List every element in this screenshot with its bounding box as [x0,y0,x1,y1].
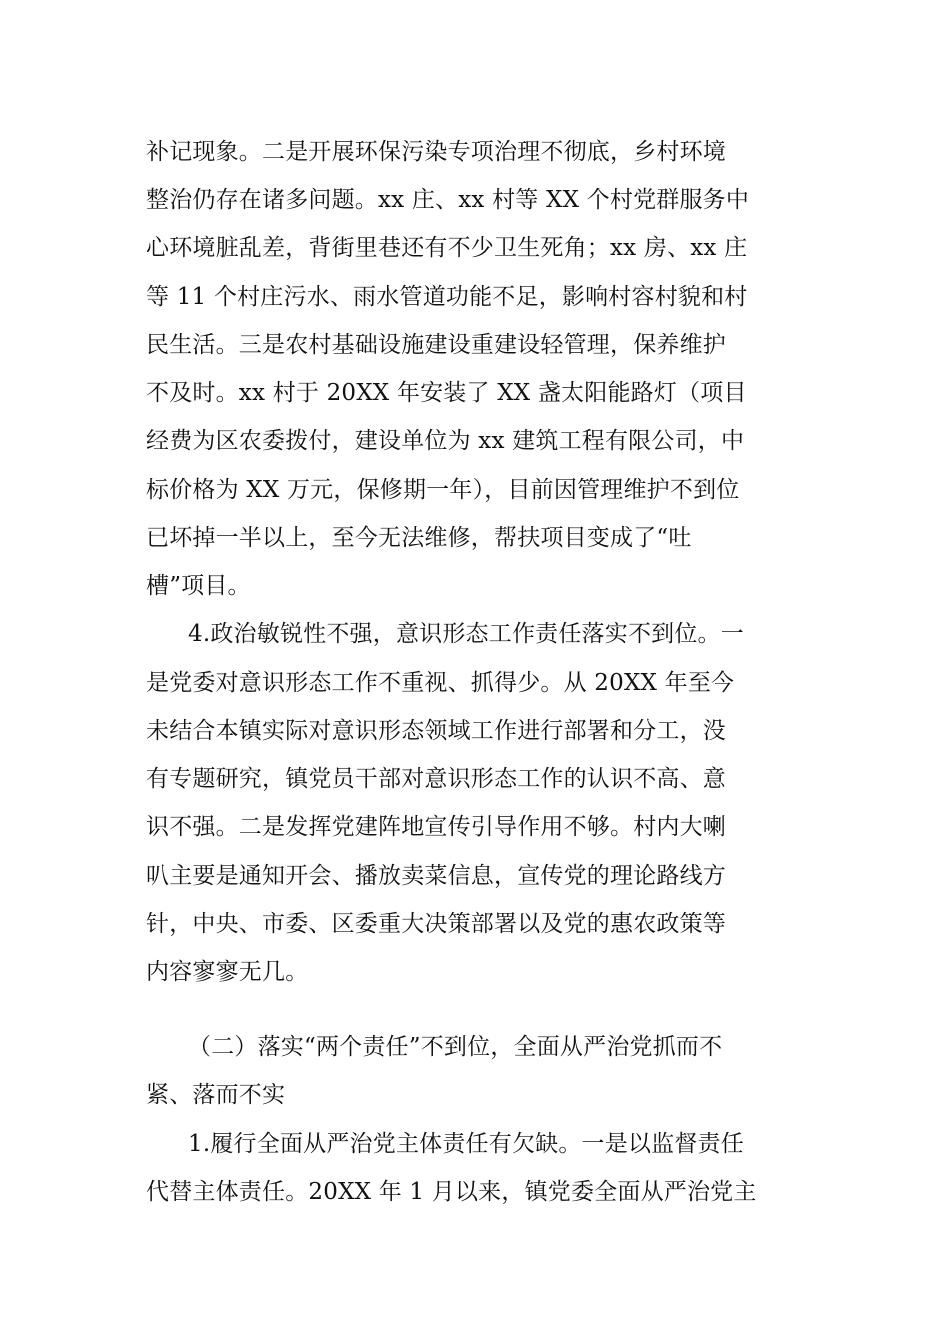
text-line: 代替主体责任。20XX 年 1 月以来，镇党委全面从严治党主 [146,1179,757,1205]
text-line: 内容寥寥无几。 [146,959,309,985]
paragraph-heading-1: 1.履行全面从严治党主体责任有欠缺。一是以监督责任 [188,1131,744,1157]
text-line: 整治仍存在诸多问题。xx 庄、xx 村等 XX 个村党群服务中 [146,187,750,213]
text-line: 标价格为 XX 万元，保修期一年），目前因管理维护不到位 [146,477,740,503]
text-line: 等 11 个村庄污水、雨水管道功能不足，影响村容村貌和村 [146,284,748,310]
section-heading-2-cont: 紧、落而不实 [146,1082,286,1108]
text-line: 识不强。二是发挥党建阵地宣传引导作用不够。村内大喇 [146,814,726,840]
text-line: 针，中央、市委、区委重大决策部署以及党的惠农政策等 [146,911,726,937]
text-line: 未结合本镇实际对意识形态领域工作进行部署和分工，没 [146,718,726,744]
text-line: 经费为区农委拨付，建设单位为 xx 建筑工程有限公司，中 [146,428,745,454]
text-line: 心环境脏乱差，背街里巷还有不少卫生死角；xx 房、xx 庄 [146,235,748,261]
section-heading-2: （二）落实“两个责任”不到位，全面从严治党抓而不 [188,1034,723,1060]
text-line: 民生活。三是农村基础设施建设重建设轻管理，保养维护 [146,332,726,358]
text-line: 已坏掉一半以上，至今无法维修，帮扶项目变成了“吐 [146,525,692,551]
text-line: 槽”项目。 [146,573,251,599]
text-line: 叭主要是通知开会、播放卖菜信息，宣传党的理论路线方 [146,863,726,889]
text-line: 不及时。xx 村于 20XX 年安装了 XX 盏太阳能路灯（项目 [146,380,747,406]
text-line: 补记现象。二是开展环保污染专项治理不彻底，乡村环境 [146,139,726,165]
text-line: 是党委对意识形态工作不重视、抓得少。从 20XX 年至今 [146,670,735,696]
paragraph-heading-4: 4.政治敏锐性不强，意识形态工作责任落实不到位。一 [188,621,744,647]
text-line: 有专题研究，镇党员干部对意识形态工作的认识不高、意 [146,766,726,792]
